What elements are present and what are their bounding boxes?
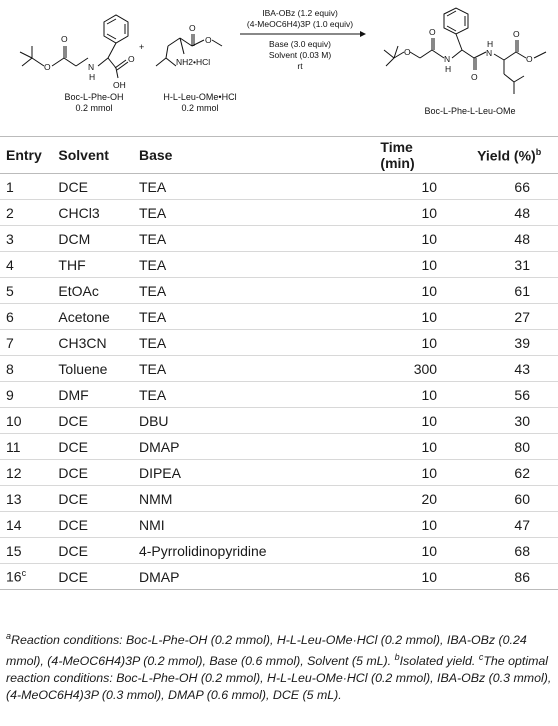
table-row [0,564,558,590]
cell-base-value: DMAP [138,568,180,585]
cell-solvent-value: DMF [58,386,89,403]
header-entry: Entry [0,137,58,174]
cell-yield [437,434,558,460]
cell-time-value: 10 [421,568,438,585]
cell-solvent-value: DCE [58,438,88,455]
cell-base [139,356,340,382]
table-footnotes [6,628,554,704]
cell-base-value: TEA [138,256,167,273]
cell-time [340,304,437,330]
reactant1-n: N [88,62,95,72]
reactant1-name: Boc-L-Phe-OH [64,92,124,102]
cell-time-value: 10 [421,204,438,221]
cell-solvent-value: CH3CN [58,334,107,351]
reactant1-acid-o: O [128,54,135,64]
cell-time [340,460,437,486]
cell-solvent-value: DCE [58,178,88,195]
cell-yield-value: 62 [514,464,530,481]
cell-time-value: 10 [421,516,438,533]
cell-time-value: 300 [413,360,438,377]
cell-solvent-value: EtOAc [58,282,99,299]
cell-yield-value: 47 [514,516,530,533]
cell-base-value: TEA [138,334,167,351]
cell-base [139,174,340,200]
reactant2-ester-o: O [205,35,212,45]
table-row [0,486,558,512]
cell-entry [0,330,58,356]
results-table [0,136,558,590]
cell-base [139,200,340,226]
cell-solvent [58,174,139,200]
cell-time [340,512,437,538]
footnote-a-text: Reaction conditions: Boc-L-Phe-OH (0.2 mmol), H-L-Leu-OMe·HCl (0.2 mmol), IBA-OBz (0.24 mmol), (4-MeOC6H4)3P (0.2 mmol), Base (0.6 mmol), Solvent (5 mL). [6,633,527,669]
cell-entry-value: 1 [6,178,14,195]
cell-base-value: DIPEA [138,464,181,481]
cell-solvent [58,278,139,304]
cell-base [139,564,340,590]
cell-base-value: TEA [138,308,167,325]
cell-yield [437,304,558,330]
cell-base-value: TEA [138,360,167,377]
cell-base-value: TEA [138,204,167,221]
cell-time-value: 10 [421,386,438,403]
cell-yield-value: 48 [514,204,530,221]
cell-solvent [58,460,139,486]
cell-yield-value: 48 [514,230,530,247]
cell-time-value: 10 [421,438,438,455]
cell-entry [0,538,58,564]
cell-entry [0,200,58,226]
reagent2: (4-MeOC6H4)3P (1.0 equiv) [246,19,354,29]
header-time: Time (min) [340,137,437,174]
cell-solvent [58,512,139,538]
cell-base [139,434,340,460]
cell-yield-value: 56 [514,386,530,403]
product-h2: H [487,39,494,49]
cell-solvent [58,252,139,278]
footnote-b-text: Isolated yield. [399,654,476,669]
cell-time-value: 10 [421,542,438,559]
cell-time-value: 10 [421,230,438,247]
cell-time-value: 10 [421,178,438,195]
cell-base [139,330,340,356]
product-n1: N [444,54,451,64]
cell-entry [0,356,58,382]
table-row [0,408,558,434]
cell-solvent-value: DCE [58,542,88,559]
table-row [0,226,558,252]
cell-solvent [58,200,139,226]
product-amide-o: O [471,72,478,82]
condition3: rt [297,61,303,71]
cell-yield-value: 68 [514,542,530,559]
header-solvent: Solvent [58,137,139,174]
product-leu-o: O [513,29,520,39]
cell-entry-value: 4 [6,256,14,273]
table-row [0,538,558,564]
cell-time-value: 10 [421,308,438,325]
cell-entry-value: 6 [6,308,14,325]
cell-base [139,486,340,512]
cell-base-value: TEA [138,230,167,247]
cell-yield [437,356,558,382]
table-row [0,382,558,408]
cell-yield [437,512,558,538]
product-h1: H [445,64,452,74]
cell-yield-value: 60 [514,490,530,507]
cell-entry [0,434,58,460]
cell-base [139,512,340,538]
header-yield [437,137,558,174]
cell-entry-value: 12 [6,464,22,481]
cell-time [340,278,437,304]
cell-solvent [58,434,139,460]
table-row [0,434,558,460]
cell-entry [0,174,58,200]
reactant2-structure [156,23,222,67]
cell-solvent-value: DCE [58,464,88,481]
cell-time [340,382,437,408]
cell-yield [437,278,558,304]
header-yield-label: Yield (%) [477,147,536,164]
cell-yield-value: 39 [514,334,530,351]
cell-solvent-value: CHCl3 [58,204,100,221]
cell-entry [0,486,58,512]
reactant2-amount: 0.2 mmol [181,103,219,113]
cell-yield [437,564,558,590]
cell-yield [437,486,558,512]
reactant1-structure [20,15,135,90]
table-row [0,356,558,382]
table-row [0,330,558,356]
cell-yield-value: 27 [514,308,530,325]
reactant1-h: H [89,72,96,82]
footnote-a-mark: a [6,631,12,641]
table-row [0,512,558,538]
cell-time [340,356,437,382]
cell-yield [437,174,558,200]
cell-entry [0,278,58,304]
cell-solvent [58,538,139,564]
cell-yield-value: 43 [514,360,530,377]
footnote-b-mark: b [394,652,400,663]
cell-entry [0,408,58,434]
cell-solvent-value: THF [58,256,86,273]
cell-entry-value: 8 [6,360,14,377]
cell-base-value: TEA [138,282,167,299]
cell-entry-value: 9 [6,386,14,403]
cell-time-value: 10 [421,282,438,299]
product-name: Boc-L-Phe-L-Leu-OMe [424,106,516,116]
cell-base-value: TEA [138,178,167,195]
cell-entry-value: 16 [6,568,22,585]
cell-solvent-value: DCM [58,230,91,247]
cell-yield-value: 80 [514,438,530,455]
cell-solvent-value: DCE [58,490,88,507]
cell-entry [0,252,58,278]
cell-base [139,226,340,252]
cell-solvent [58,564,139,590]
cell-base-value: 4-Pyrrolidinopyridine [138,542,267,559]
cell-solvent-value: DCE [58,412,88,429]
reactant2-amine: NH2•HCl [176,57,211,67]
cell-yield [437,226,558,252]
reactant1-oh: OH [113,80,126,90]
cell-entry [0,512,58,538]
cell-entry-value: 10 [6,412,22,429]
cell-yield [437,538,558,564]
cell-time-value: 10 [421,256,438,273]
cell-base-value: TEA [138,386,167,403]
cell-time-value: 20 [421,490,438,507]
cell-entry [0,382,58,408]
cell-entry-value: 15 [6,542,22,559]
cell-base [139,304,340,330]
cell-entry-value: 13 [6,490,22,507]
cell-yield [437,408,558,434]
cell-yield-value: 66 [514,178,530,195]
cell-solvent [58,356,139,382]
cell-base [139,252,340,278]
cell-yield-value: 61 [514,282,530,299]
cell-yield [437,382,558,408]
table-row [0,460,558,486]
cell-time [340,538,437,564]
condition2: Solvent (0.03 M) [268,50,332,60]
cell-entry-value: 5 [6,282,14,299]
cell-time [340,330,437,356]
cell-base-value: DMAP [138,438,180,455]
table-row [0,278,558,304]
table-row [0,174,558,200]
product-structure [384,8,546,94]
footnote-c-mark: c [478,652,484,663]
cell-time [340,486,437,512]
cell-yield [437,200,558,226]
condition1: Base (3.0 equiv) [269,39,331,49]
cell-solvent [58,304,139,330]
cell-yield-value: 86 [514,568,530,585]
cell-time [340,252,437,278]
cell-time [340,200,437,226]
cell-solvent-value: Acetone [58,308,110,325]
cell-entry-value: 14 [6,516,22,533]
reactant1-ester-o: O [44,62,51,72]
cell-solvent-value: DCE [58,568,88,585]
entry-footnote-mark: c [21,568,27,579]
plus-sign: + [139,42,145,52]
product-boc-o: O [429,27,436,37]
cell-base [139,460,340,486]
cell-entry [0,460,58,486]
cell-entry-value: 11 [6,438,21,455]
cell-yield [437,330,558,356]
cell-time-value: 10 [421,412,438,429]
reactant2-carbonyl-o: O [189,23,196,33]
product-ome-o: O [526,54,533,64]
cell-yield [437,460,558,486]
table-body [0,174,558,590]
cell-base-value: NMI [138,516,165,533]
reagent1: IBA-OBz (1.2 equiv) [262,8,338,18]
cell-yield-value: 30 [514,412,530,429]
reaction-scheme [0,0,558,122]
reactant1-carbonyl-o: O [61,34,68,44]
cell-entry [0,304,58,330]
reactant2-name: H-L-Leu-OMe•HCl [163,92,237,102]
cell-time [340,226,437,252]
cell-solvent-value: Toluene [58,360,108,377]
cell-yield-value: 31 [514,256,530,273]
product-ester-o: O [404,47,411,57]
cell-time [340,434,437,460]
cell-entry-value: 2 [6,204,14,221]
table-row [0,304,558,330]
cell-entry [0,226,58,252]
cell-base [139,278,340,304]
table-row [0,200,558,226]
cell-entry-value: 3 [6,230,14,247]
cell-time [340,564,437,590]
cell-base [139,538,340,564]
product-n2: N [486,48,493,58]
cell-solvent-value: DCE [58,516,88,533]
cell-entry-value: 7 [6,334,14,351]
table-header-row [0,137,558,174]
header-base: Base [139,137,340,174]
cell-solvent [58,226,139,252]
cell-solvent [58,408,139,434]
table-row [0,252,558,278]
cell-yield [437,252,558,278]
footnote-c-text: The optimal reaction conditions: Boc-L-Phe-OH (0.2 mmol), H-L-Leu-OMe·HCl (0.2 mmol), IBA-OBz (0.3 mmol), (4-MeOC6H4)3P (0.3 mmol), DMAP (0.6 mmol), DCE (5 mL). [6,654,552,703]
cell-base-value: NMM [138,490,173,507]
reactant1-amount: 0.2 mmol [75,103,113,113]
cell-time-value: 10 [421,334,438,351]
cell-base-value: DBU [138,412,169,429]
cell-base [139,382,340,408]
cell-base [139,408,340,434]
cell-solvent [58,486,139,512]
results-table-container [0,136,558,590]
cell-time [340,408,437,434]
cell-solvent [58,330,139,356]
cell-solvent [58,382,139,408]
cell-time [340,174,437,200]
cell-time-value: 10 [421,464,438,481]
cell-entry [0,564,58,590]
header-yield-footnote-mark: b [535,146,542,157]
